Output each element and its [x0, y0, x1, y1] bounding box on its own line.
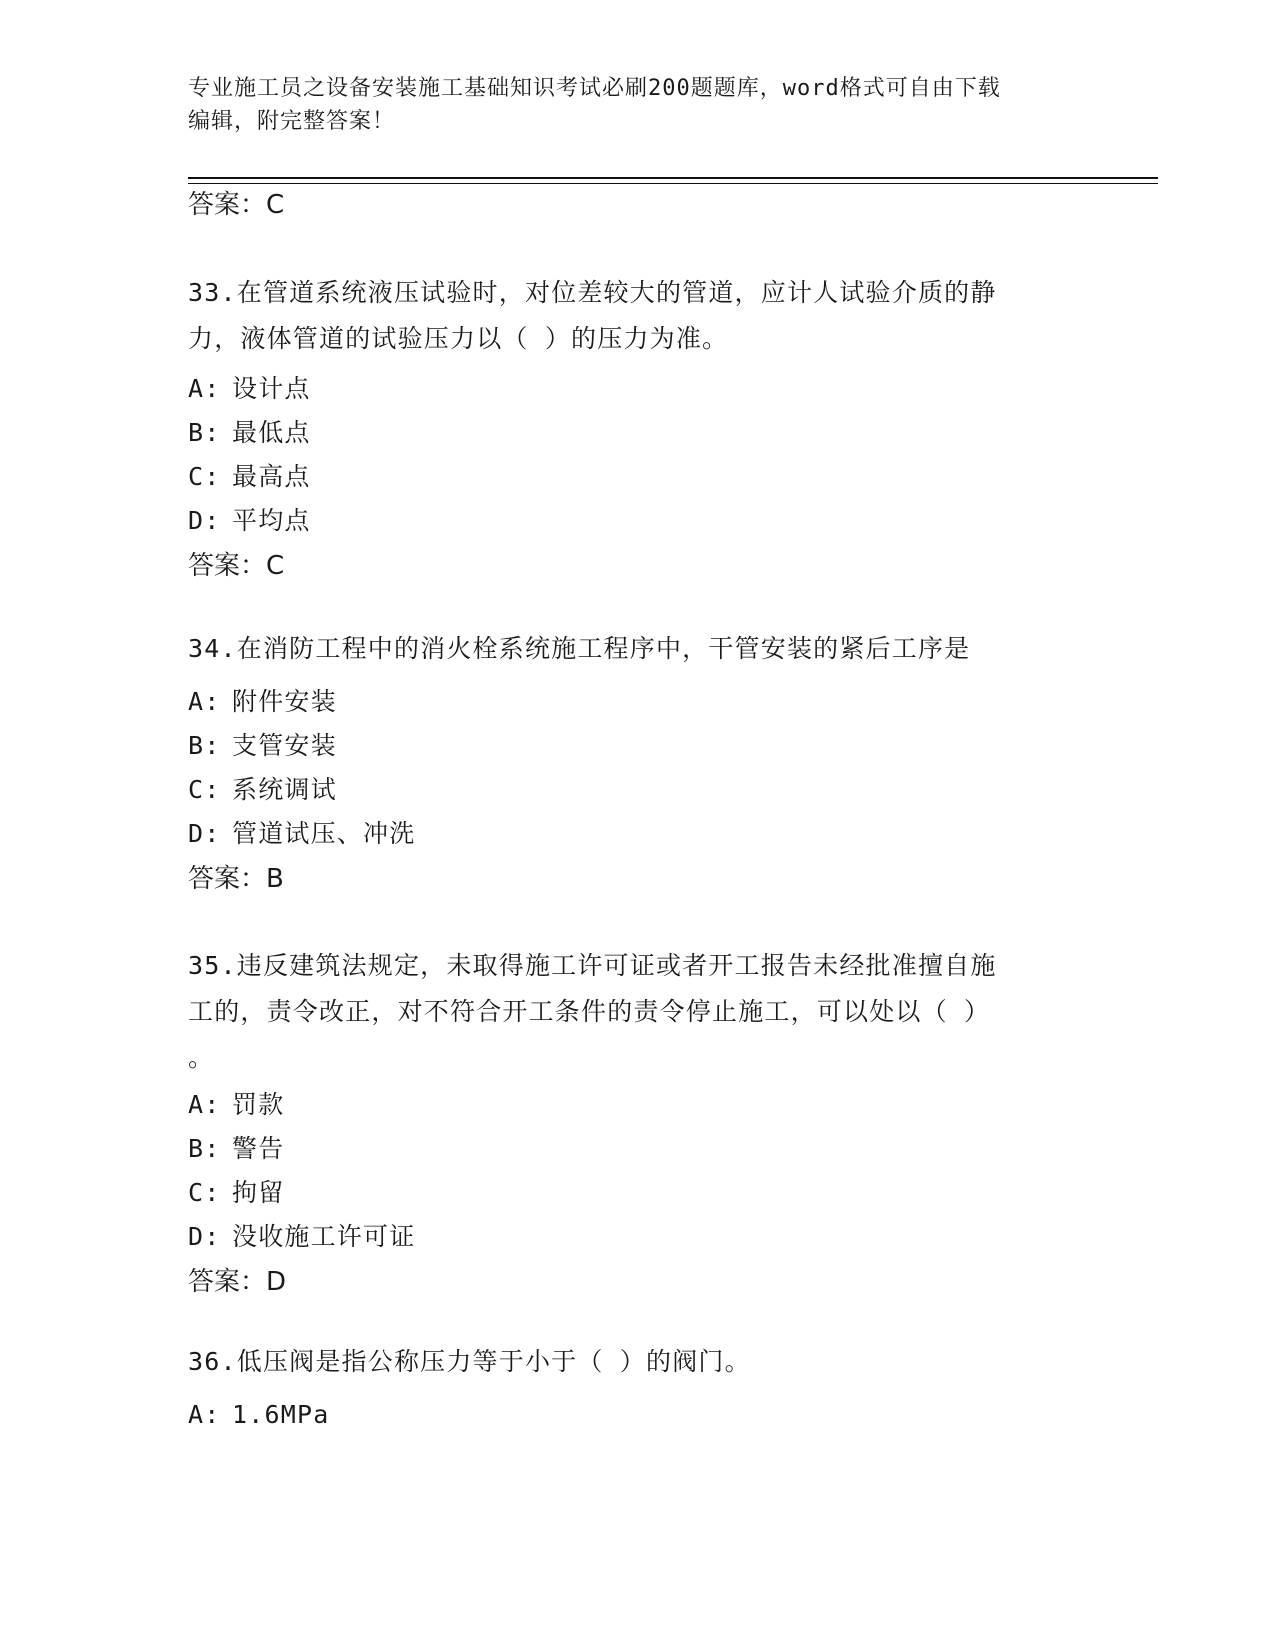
- question-stem-line: 36.低压阀是指公称压力等于小于（ ）的阀门。: [188, 1347, 751, 1376]
- question-33-option-b: [188, 416, 311, 450]
- option-text: 附件安装: [232, 687, 337, 716]
- option-key: A:: [188, 687, 221, 716]
- option-key: B:: [188, 418, 221, 447]
- option-text: 最高点: [232, 462, 311, 491]
- option-text: 支管安装: [232, 731, 337, 760]
- question-34-option-b: [188, 729, 337, 763]
- question-35-option-a: [188, 1088, 284, 1122]
- option-key: A:: [188, 1090, 221, 1119]
- option-text: 警告: [232, 1134, 285, 1163]
- option-text: 管道试压、冲洗: [232, 819, 416, 848]
- option-key: D:: [188, 506, 221, 535]
- question-stem-line: 工的，责令改正，对不符合开工条件的责令停止施工，可以处以（ ）: [188, 997, 991, 1026]
- header-line-1: 专业施工员之设备安装施工基础知识考试必刷200题题库，word格式可自由下载: [188, 76, 1001, 101]
- question-33-option-c: [188, 460, 311, 494]
- question-33-option-d: [188, 504, 311, 538]
- question-34-stem: [188, 626, 1088, 672]
- header-divider-thin: [188, 183, 1158, 184]
- option-key: C:: [188, 775, 221, 804]
- option-key: A:: [188, 374, 221, 403]
- option-text: 拘留: [232, 1178, 285, 1207]
- option-key: D:: [188, 819, 221, 848]
- question-35-option-b: [188, 1132, 284, 1166]
- question-stem-line: 33.在管道系统液压试验时，对位差较大的管道，应计人试验介质的静: [188, 278, 997, 307]
- option-text: 最低点: [232, 418, 311, 447]
- answer-label: 答案：C: [188, 190, 285, 220]
- question-34-answer: 答案：B: [188, 864, 284, 894]
- option-text: 罚款: [232, 1090, 285, 1119]
- option-key: D:: [188, 1222, 221, 1251]
- option-text: 平均点: [232, 506, 311, 535]
- option-key: A:: [188, 1400, 221, 1429]
- option-text: 设计点: [232, 374, 311, 403]
- question-33-stem: [188, 270, 1088, 362]
- question-33-answer: 答案：C: [188, 551, 285, 581]
- option-text: 系统调试: [232, 775, 337, 804]
- question-36-option-a: [188, 1398, 330, 1432]
- question-35-option-d: [188, 1220, 415, 1254]
- header-line-2: 编辑，附完整答案！: [188, 109, 396, 134]
- question-stem-line: 力，液体管道的试验压力以（ ）的压力为准。: [188, 324, 729, 353]
- question-stem-line: 35.违反建筑法规定，未取得施工许可证或者开工报告未经批准擅自施: [188, 951, 997, 980]
- option-key: B:: [188, 1134, 221, 1163]
- question-stem-line: 34.在消防工程中的消火栓系统施工程序中，干管安装的紧后工序是: [188, 634, 971, 663]
- question-36-stem: [188, 1339, 1088, 1385]
- question-34-option-c: [188, 773, 337, 807]
- question-34-option-a: [188, 685, 337, 719]
- option-key: C:: [188, 1178, 221, 1207]
- document-header: [188, 72, 1088, 138]
- question-35-stem: [188, 943, 1088, 1081]
- question-35-answer: 答案：D: [188, 1267, 287, 1297]
- option-key: B:: [188, 731, 221, 760]
- header-divider-thick: [188, 177, 1158, 179]
- option-text: 没收施工许可证: [232, 1222, 416, 1251]
- question-34-option-d: [188, 817, 415, 851]
- question-stem-line: 。: [188, 1043, 215, 1072]
- option-key: C:: [188, 462, 221, 491]
- option-text: 1.6MPa: [232, 1400, 330, 1429]
- question-35-option-c: [188, 1176, 284, 1210]
- question-33-option-a: [188, 372, 311, 406]
